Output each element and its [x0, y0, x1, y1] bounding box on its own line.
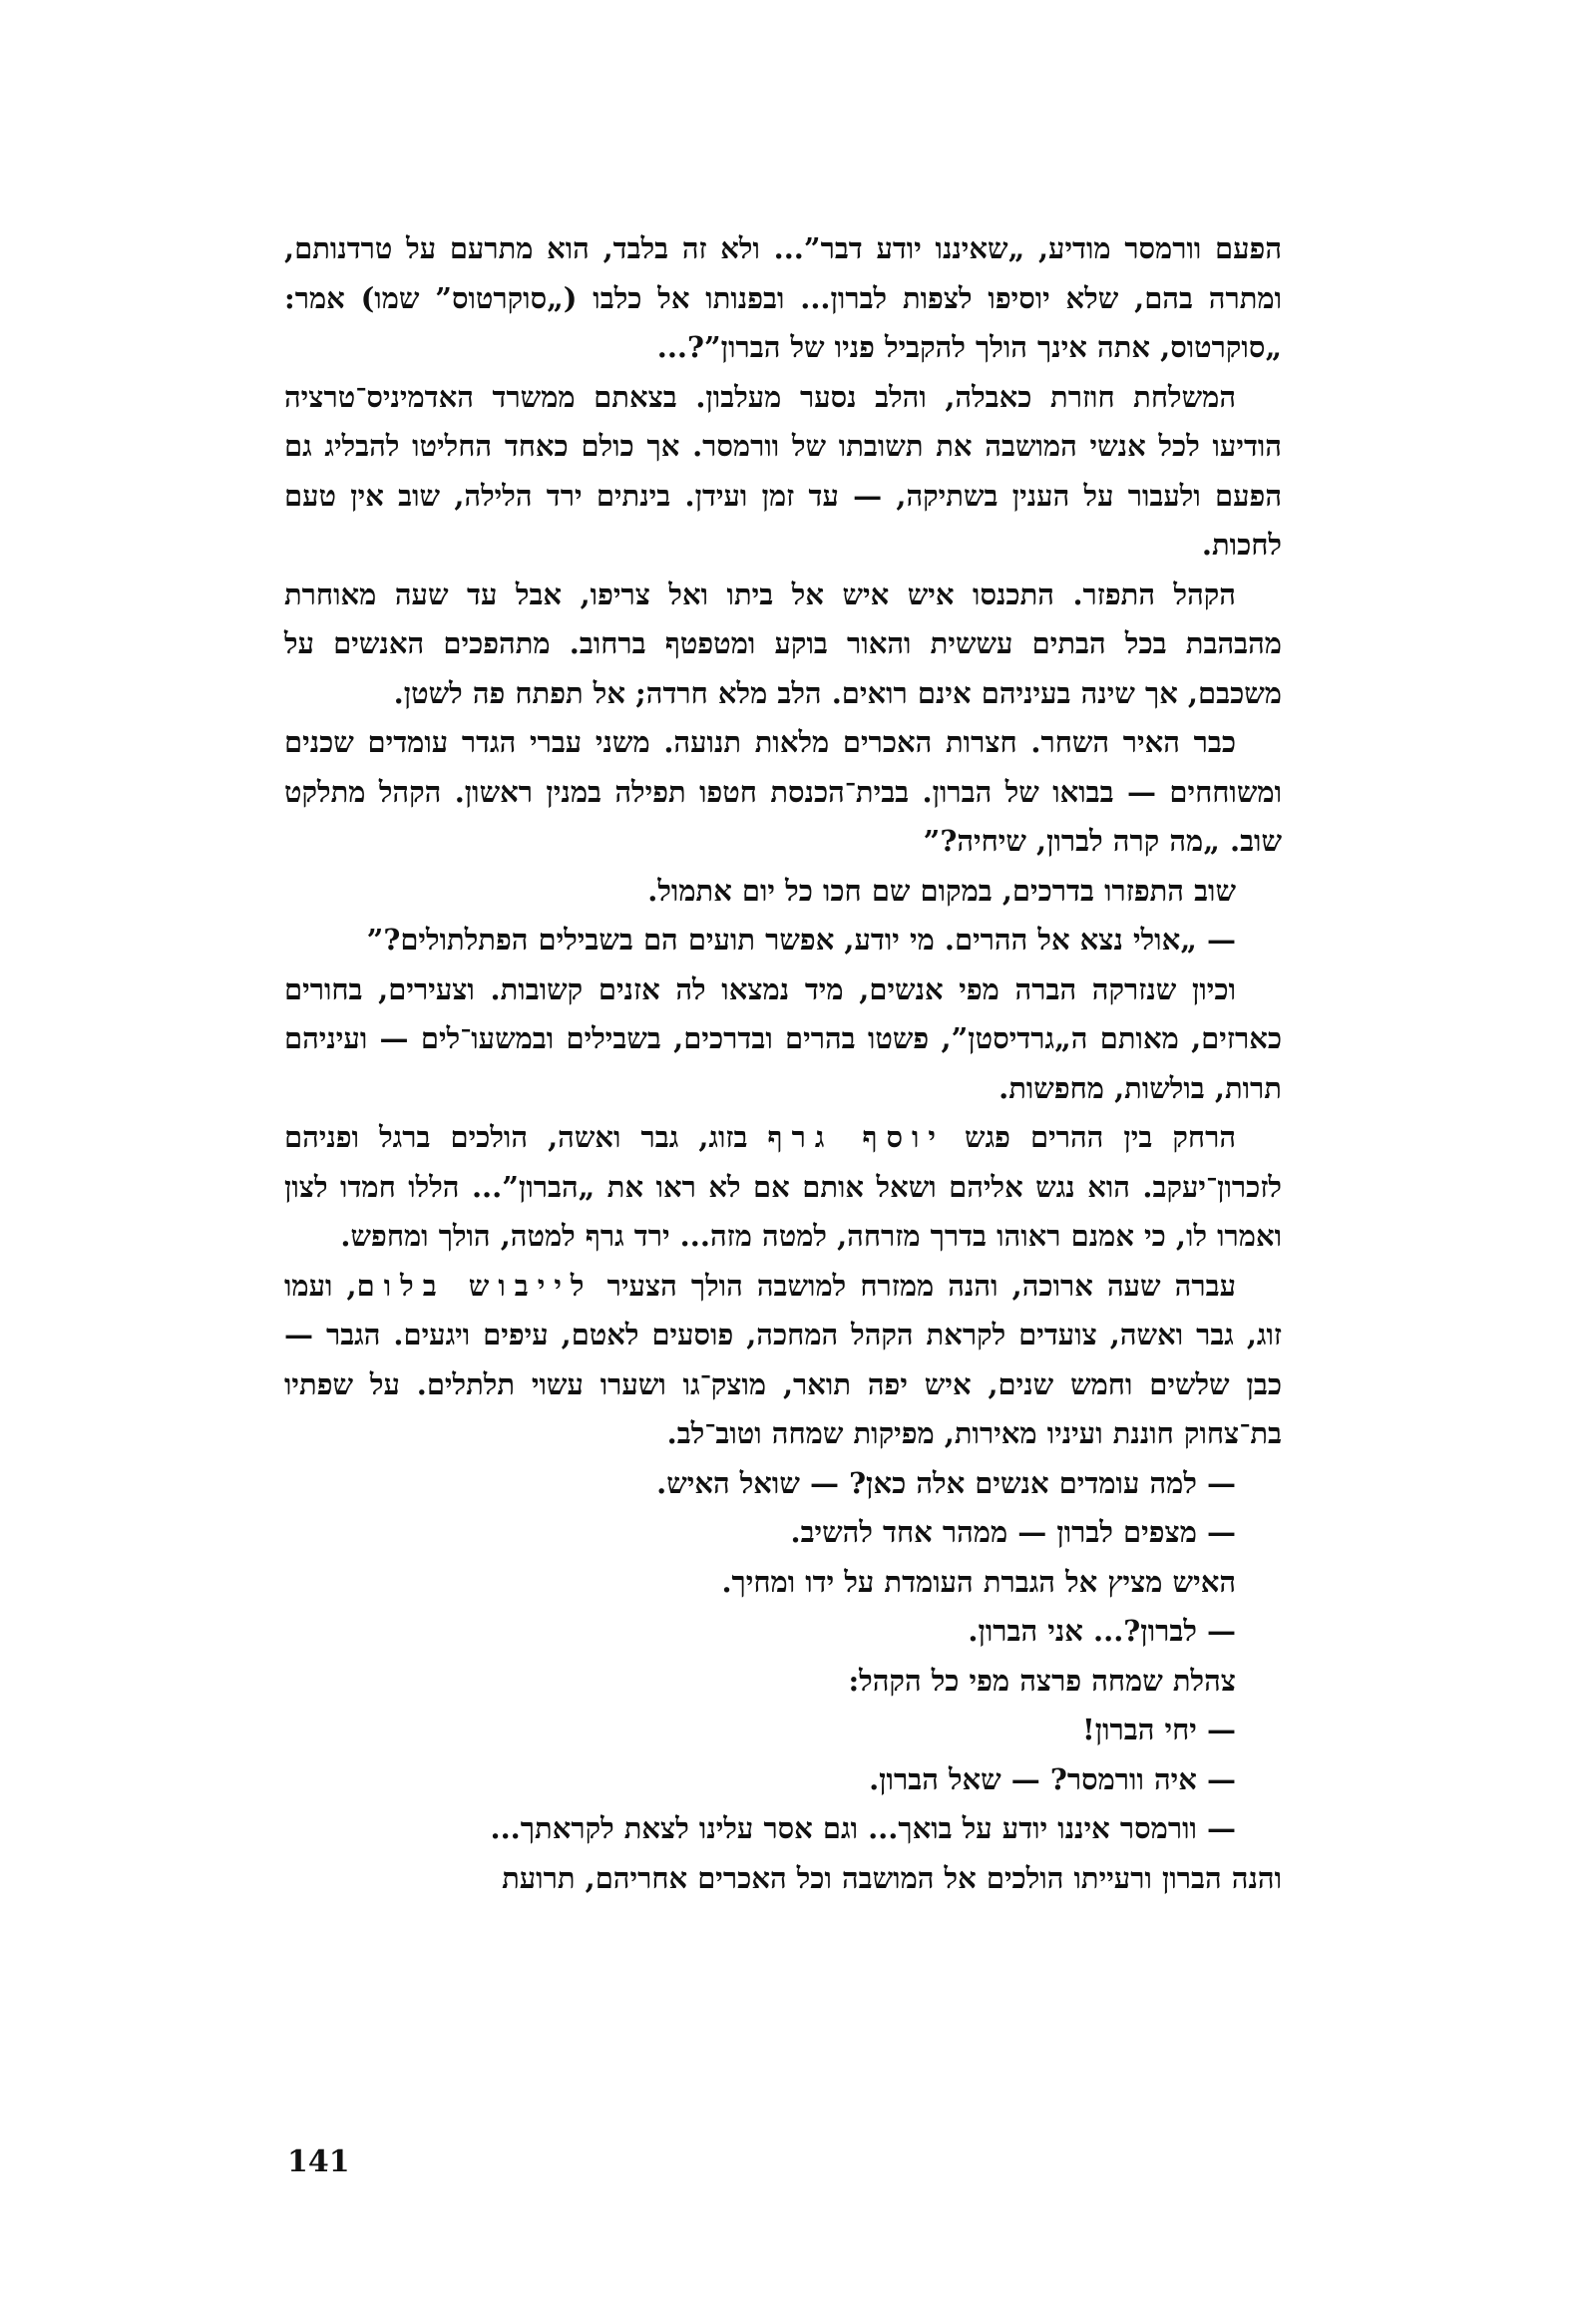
dialogue-line: — וורמסר איננו יודע על בואך... וגם אסר עלינו לצאת לקראתך... [490, 1811, 1236, 1845]
bloom-name: לייבוש בלום [356, 1268, 594, 1303]
graf-after: בזוג, גבר ואשה, הולכים ברגל ופניהם לזכרון־יעקב. הוא נגש אליהם ושאל אותם אם לא ראו את „הברון”... הללו חמדו לצון ואמרו לו, כי אמנם ראוהו בדרך מזרחה, למטה מזה... ירד גרף למטה, הולך ומחפש. [284, 1120, 1282, 1253]
paragraph-delegation: המשלחת חוזרת כאבלה, והלב נסער מעלבון. בצאתם ממשרד האדמיניס־טרציה הודיעו לכל אנשי המושבה את תשובתו של וורמסר. אך כולם כאחד החליטו להבליג גם הפעם ולעבור על הענין בשתיקה, — עד זמן ועידן. בינתים ירד הלילה, שוב אין טעם לחכות. [284, 379, 1282, 562]
dialogue-line: — מצפים לברון — ממהר אחד להשיב. [790, 1515, 1236, 1549]
dialogue-line: — איה וורמסר? — שאל הברון. [869, 1761, 1236, 1796]
dialogue-line: — לברון?... אני הברון. [968, 1614, 1236, 1648]
dialogue-line: — יחי הברון! [1081, 1713, 1236, 1746]
dialogue-line: האיש מציץ אל הגברת העומדת על ידו ומחיך. [721, 1564, 1236, 1599]
graf-name: יוסף גרף [767, 1120, 945, 1154]
paragraph-search: וכיון שנזרקה הברה מפי אנשים, מיד נמצאו לה אזנים קשובות. וצעירים, בחורים כארזים, מאותם ה„גרדיסטן”, פשטו בהרים ובדרכים, בשבילים ובמשעו־לים — ועיניהם תרות, בולשות, מחפשות. [284, 971, 1282, 1105]
graf-before: הרחק בין ההרים פגש [945, 1120, 1236, 1154]
page-text [284, 224, 1282, 1903]
page-number: 141 [287, 2144, 350, 2179]
paragraph-graf [284, 1113, 1282, 1262]
paragraph-mountains-suggestion: — „אולי נצא אל ההרים. מי יודע, אפשר תועים הם בשבילים הפתלתולים?” [366, 923, 1236, 957]
bloom-before: עברה שעה ארוכה, והנה ממזרח למושבה הולך הצעיר [593, 1268, 1236, 1303]
paragraph-final-line: והנה הברון ורעייתו הולכים אל המושבה וכל האכרים אחריהם, תרועת [502, 1860, 1282, 1895]
paragraph-waiting: שוב התפזרו בדרכים, במקום שם חכו כל יום אתמול. [647, 873, 1236, 908]
bloom-after: , ועמו זוג, גבר ואשה, צועדים לקראת הקהל המחכה, פוסעים לאטם, עיפים ויגעים. הגבר — כבן שלשים וחמש שנים, איש יפה תואר, מוצק־גו ושערו עשוי תלתלים. על שפתיו בת־צחוק חוננת ועיניו מאירות, מפיקות שמחה וטוב־לב. [284, 1268, 1282, 1450]
paragraph-wormser-reply: הפעם וורמסר מודיע, „שאיננו יודע דבר”... ולא זה בלבד, הוא מתרעם על טרדנותם, ומתרה בהם, שלא יוסיפו לצפות לברון... ובפנותו אל כלבו („סוקרטוס” שמו) אמר: „סוקרטוס, אתה אינך הולך להקביל פניו של הברון”?... [284, 231, 1282, 364]
dialogue-line: צהלת שמחה פרצה מפי כל הקהל: [848, 1663, 1236, 1698]
paragraph-crowd-dispersed: הקהל התפזר. התכנסו איש איש אל ביתו ואל צריפו, אבל עד שעה מאוחרת מהבהבת בכל הבתים עששית והאור בוקע ומטפטף ברחוב. מתהפכים האנשים על משכבם, אך שינה בעיניהם אינם רואים. הלב מלא חרדה; אל תפתח פה לשטן. [284, 577, 1282, 710]
dialogue-line: — למה עומדים אנשים אלה כאן? — שואל האיש. [656, 1465, 1236, 1500]
paragraph-dawn: כבר האיר השחר. חצרות האכרים מלאות תנועה. משני עברי הגדר עומדים שכנים ומשוחחים — בבואו של הברון. בבית־הכנסת חטפו תפילה במנין ראשון. הקהל מתלקט שוב. „מה קרה לברון, שיחיה?” [284, 725, 1282, 858]
paragraph-bloom [284, 1262, 1282, 1459]
